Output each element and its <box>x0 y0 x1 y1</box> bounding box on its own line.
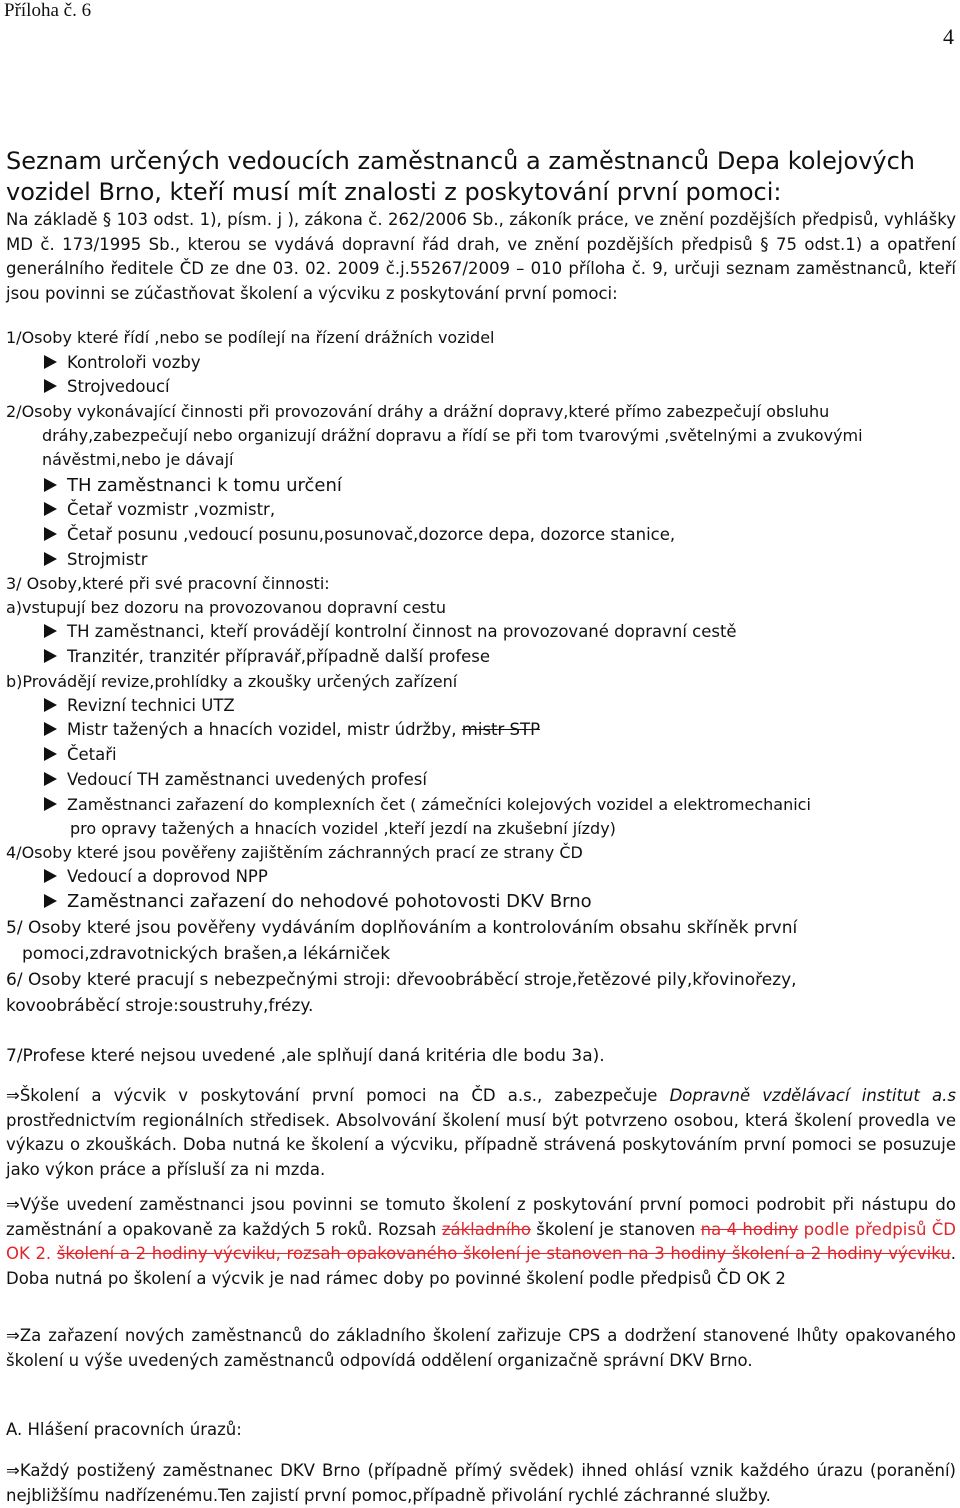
bullet-triangle-icon <box>44 624 57 638</box>
list-item: Četař posunu ,vedoucí posunu,posunovač,dozorce depa, dozorce stanice, <box>44 525 675 544</box>
section-3-heading: 3/ Osoby,které při své pracovní činnosti: <box>6 574 330 593</box>
page-number: 4 <box>943 24 954 49</box>
section-6-line-2: kovoobráběcí stroje:soustruhy,frézy. <box>6 996 314 1016</box>
training-paragraph: ⇒Školení a výcvik v poskytování první pomoci na ČD a.s., zabezpečuje Dopravně vzdělávací institut a.s prostřednictvím regionálních středisek. Absolvování školení musí být potvrzeno osobou, která školení provedla ve výkazu o zkouškách. Doba nutná ke školení a výcviku, případně strávená poskytováním první pomoci se posuzuje jako výkon práce a přísluší za ni mzda. <box>6 1086 956 1179</box>
section-3a-heading: a)vstupují bez dozoru na provozovanou dopravní cestu <box>6 598 447 617</box>
list-item: TH zaměstnanci k tomu určení <box>44 475 342 496</box>
bullet-triangle-icon <box>44 772 57 786</box>
section-2-line-2: dráhy,zabezpečují nebo organizují drážní dopravu a řídí se při tom tvarovými ,světelnými a zvukovými <box>42 426 863 445</box>
list-item: Strojmistr <box>44 550 148 569</box>
bullet-triangle-icon <box>44 797 57 811</box>
implies-arrow-icon: ⇒ <box>6 1461 20 1480</box>
bullet-triangle-icon <box>44 355 57 369</box>
bullet-triangle-icon <box>44 894 57 908</box>
implies-arrow-icon: ⇒ <box>6 1195 20 1214</box>
bullet-triangle-icon <box>44 502 57 516</box>
bullet-triangle-icon <box>44 698 57 712</box>
section-2-line-3: návěstmi,nebo je dávají <box>42 450 234 469</box>
section-2-heading: 2/Osoby vykonávající činnosti při provozování dráhy a drážní dopravy,které přímo zabezpečují obsluhu <box>6 402 830 421</box>
list-item: Kontroloři vozby <box>44 353 201 372</box>
list-item: Zaměstnanci zařazení do komplexních čet ( zámečníci kolejových vozidel a elektromechanici <box>44 795 811 814</box>
implies-arrow-icon: ⇒ <box>6 1326 20 1345</box>
section-1-heading: 1/Osoby které řídí ,nebo se podílejí na řízení drážních vozidel <box>6 328 495 347</box>
list-item-continuation: pro opravy tažených a hnacích vozidel ,kteří jezdí na zkušební jízdy) <box>70 819 616 838</box>
section-3b-heading: b)Provádějí revize,prohlídky a zkoušky určených zařízení <box>6 672 458 691</box>
section-5-line-1: 5/ Osoby které jsou pověřeny vydáváním doplňováním a kontrolováním obsahu skříněk první <box>6 918 798 938</box>
section-4-heading: 4/Osoby které jsou pověřeny zajištěním záchranných prací ze strany ČD <box>6 843 583 862</box>
new-employees-paragraph: ⇒Za zařazení nových zaměstnanců do základního školení zařizuje CPS a dodržení stanovené lhůty opakovaného školení u výše uvedených zaměstnanců odpovídá oddělení organizačně správní DKV Brno. <box>6 1326 956 1370</box>
paragraph-sign-icon: § <box>102 210 112 229</box>
list-item: Zaměstnanci zařazení do nehodové pohotovosti DKV Brno <box>44 891 592 912</box>
bullet-triangle-icon <box>44 747 57 761</box>
obligation-paragraph: ⇒Výše uvedení zaměstnanci jsou povinni se tomuto školení z poskytování první pomoci podrobit při nástupu do zaměstnání a opakovaně za každých 5 roků. Rozsah základního školení je stanoven na 4 hodiny podle předpisů ČD OK 2. školení a 2 hodiny výcviku, rozsah opakovaného školení je stanoven na 3 hodiny školení a 2 hodiny výcviku. Doba nutná po školení a výcvik je nad rámec doby po povinné školení podle předpisů ČD OK 2 <box>6 1195 956 1288</box>
bullet-triangle-icon <box>44 478 57 492</box>
list-item: Mistr tažených a hnacích vozidel, mistr údržby, mistr STP <box>44 720 540 739</box>
bullet-triangle-icon <box>44 552 57 566</box>
paragraph-sign-icon: § <box>760 234 769 254</box>
bullet-triangle-icon <box>44 869 57 883</box>
bullet-triangle-icon <box>44 527 57 541</box>
list-item: Vedoucí TH zaměstnanci uvedených profesí <box>44 770 427 789</box>
list-item: Četař vozmistr ,vozmistr, <box>44 500 275 519</box>
section-5-line-2: pomoci,zdravotnických brašen,a lékárniček <box>22 944 391 964</box>
injury-paragraph: ⇒Každý postižený zaměstnanec DKV Brno (případně přímý svědek) ihned ohlásí vznik každého úrazu (poranění) nejbližšímu nadřízenému.Ten zajistí první pomoc,případně přivolání rychlé záchranné služby. <box>6 1461 956 1505</box>
attachment-label: Příloha č. 6 <box>4 0 92 21</box>
implies-arrow-icon: ⇒ <box>6 1086 20 1105</box>
list-item: TH zaměstnanci, kteří provádějí kontrolní činnost na provozované dopravní cestě <box>44 622 737 641</box>
list-item: Vedoucí a doprovod NPP <box>44 867 268 886</box>
bullet-triangle-icon <box>44 379 57 393</box>
section-7-heading: 7/Profese které nejsou uvedené ,ale splňují daná kritéria dle bodu 3a). <box>6 1046 605 1066</box>
injury-reporting-heading: A. Hlášení pracovních úrazů: <box>6 1420 242 1439</box>
list-item: Strojvedoucí <box>44 377 170 396</box>
bullet-triangle-icon <box>44 649 57 663</box>
list-item: Revizní technici UTZ <box>44 696 235 715</box>
section-6-line-1: 6/ Osoby které pracují s nebezpečnými stroji: dřevoobráběcí stroje,řetězové pily,křovinořezy, <box>6 970 797 990</box>
bullet-triangle-icon <box>44 722 57 736</box>
list-item: Četaři <box>44 745 117 764</box>
intro-paragraph: Na základě § 103 odst. 1), písm. j ), zákona č. 262/2006 Sb., zákoník práce, ve znění pozdějších předpisů, vyhlášky MD č. 173/1995 Sb., kterou se vydává dopravní řád drah, ve znění pozdějších předpisů § 75 odst.1) a opatření generálního ředitele ČD ze dne 03. 02. 2009 č.j.55267/2009 – 010 příloha č. 9, určuji seznam zaměstnanců, kteří jsou povinni se zúčastňovat školení a výcviku z poskytování první pomoci: <box>6 210 956 303</box>
document-title: Seznam určených vedoucích zaměstnanců a zaměstnanců Depa kolejových vozidel Brno, kteří musí mít znalosti z poskytování první pomoci: <box>6 147 916 206</box>
list-item: Tranzitér, tranzitér přípravář,případně další profese <box>44 647 490 666</box>
